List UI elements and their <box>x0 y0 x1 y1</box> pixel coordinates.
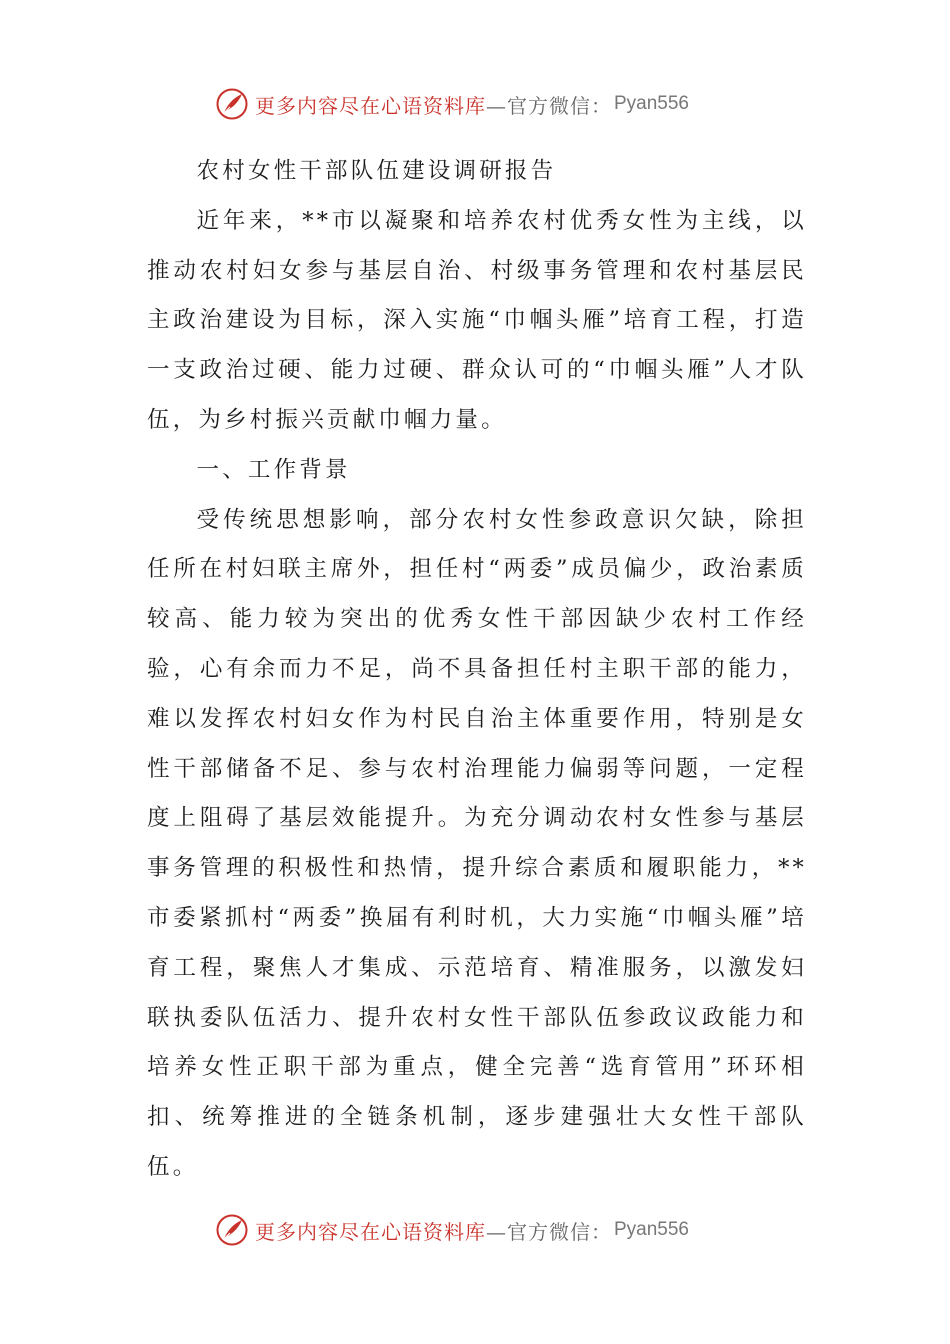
quill-logo-icon <box>215 87 249 121</box>
document-title: 农村女性干部队伍建设调研报告 <box>196 158 557 184</box>
watermark-wechat-label: —官方微信： <box>485 1219 612 1244</box>
watermark-wechat-label: —官方微信： <box>485 93 612 118</box>
section-heading: 一、工作背景 <box>196 456 351 483</box>
header-watermark <box>0 84 950 124</box>
document-body <box>147 147 807 1193</box>
watermark-wechat-id: Pyan556 <box>613 1219 689 1240</box>
quill-logo-icon <box>215 1213 249 1247</box>
intro-paragraph: 近年来，**市以凝聚和培养农村优秀女性为主线，以推动农村妇女参与基层自治、村级事务管理和农村基层民主政治建设为目标，深入实施“巾帼头雁”培育工程，打造一支政治过硬、能力过硬、群众认可的“巾帼头雁”人才队伍，为乡村振兴贡献巾帼力量。 <box>147 207 807 433</box>
section-paragraph: 受传统思想影响，部分农村女性参政意识欠缺，除担任所在村妇联主席外，担任村“两委”成员偏少，政治素质较高、能力较为突出的优秀女性干部因缺少农村工作经验，心有余而力不足，尚不具备担任村主职干部的能力，难以发挥农村妇女作为村民自治主体重要作用，特别是女性干部储备不足、参与农村治理能力偏弱等问题，一定程度上阻碍了基层效能提升。为充分调动农村女性参与基层事务管理的积极性和热情，提升综合素质和履职能力，**市委紧抓村“两委”换届有利时机，大力实施“巾帼头雁”培育工程，聚焦人才集成、示范培育、精准服务，以激发妇联执委队伍活力、提升农村女性干部队伍参政议政能力和培养女性正职干部为重点，健全完善“选育管用”环环相扣、统筹推进的全链条机制，逐步建强壮大女性干部队伍。 <box>147 506 807 1180</box>
watermark-wechat-id: Pyan556 <box>613 93 689 114</box>
footer-watermark <box>0 1210 950 1250</box>
watermark-site-text: 更多内容尽在心语资料库 <box>254 1219 486 1244</box>
watermark-site-text: 更多内容尽在心语资料库 <box>254 93 486 118</box>
